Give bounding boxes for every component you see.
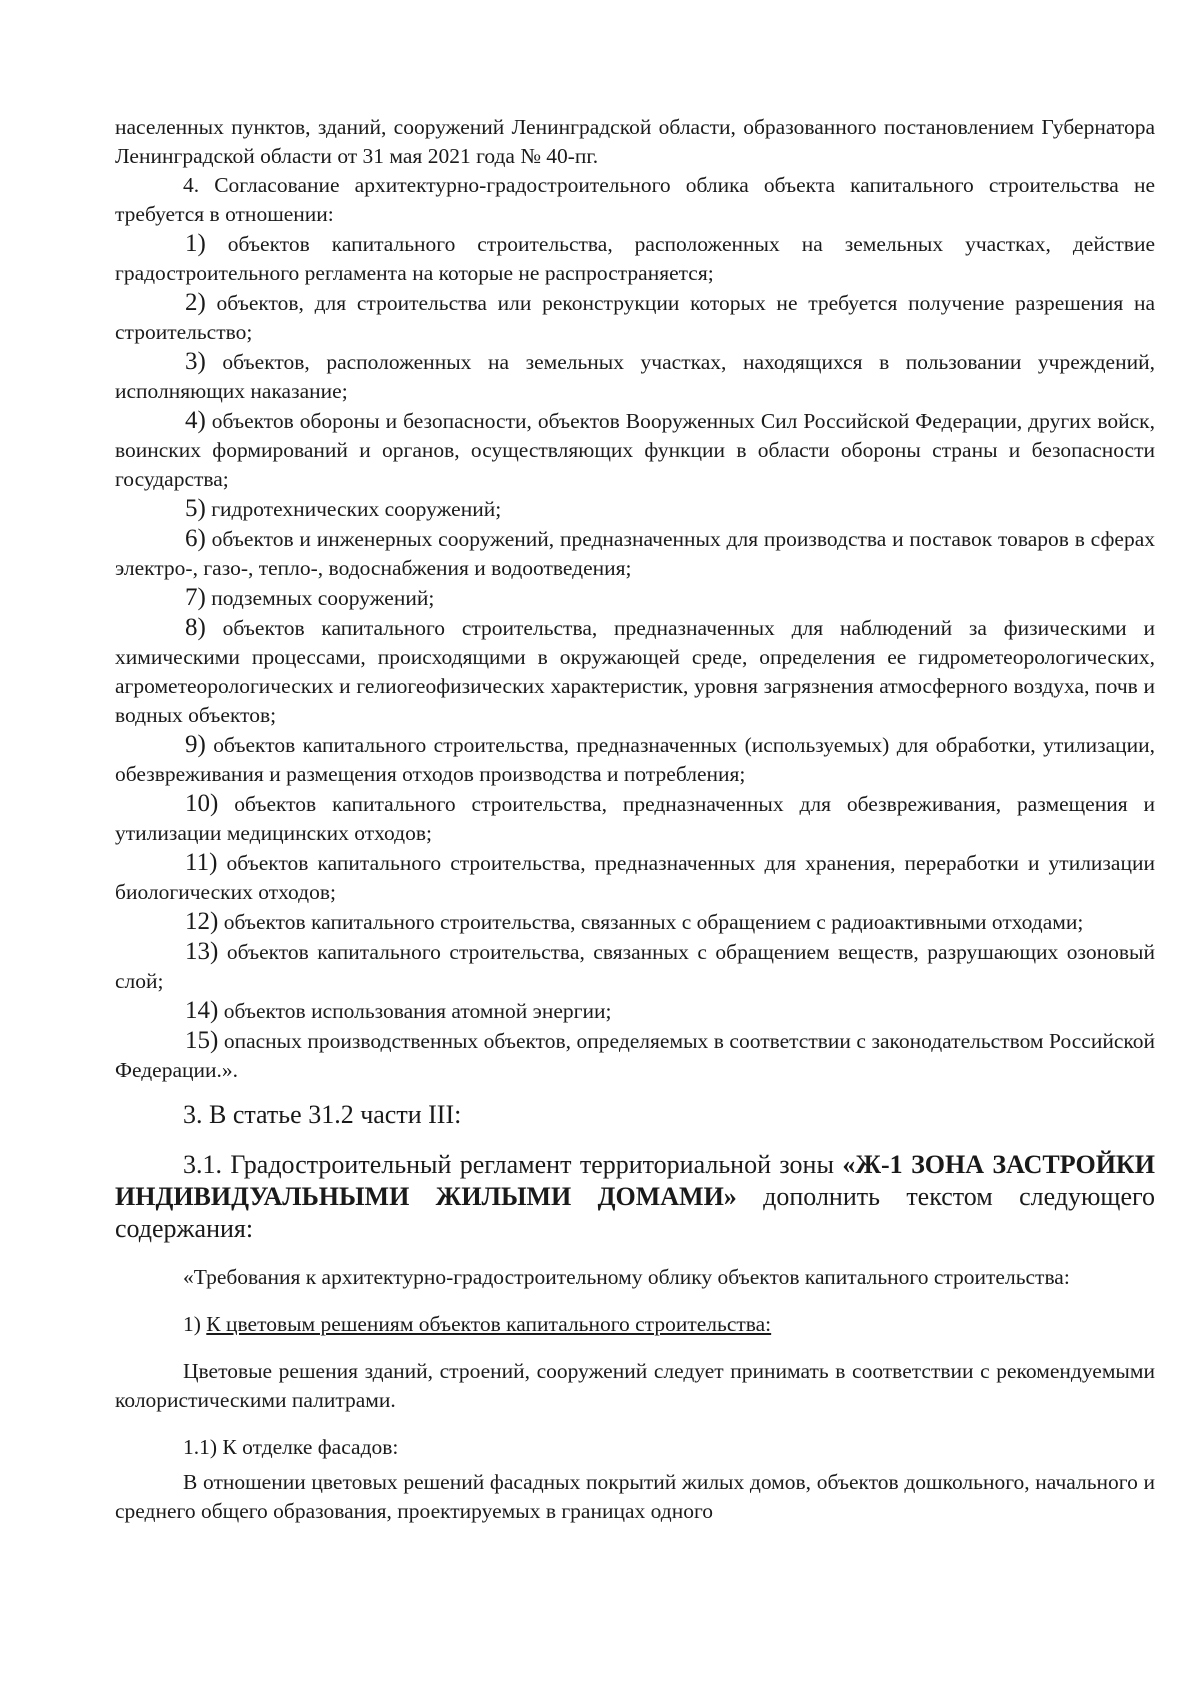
list-item-number: 6) xyxy=(185,525,206,552)
section-3-1-paragraph xyxy=(115,1149,1155,1245)
subsection-1-number: 1) xyxy=(183,1312,207,1336)
list-item-number: 12) xyxy=(185,908,219,935)
zone-title: «Ж-1 ЗОНА ЗАСТРОЙКИ ИНДИВИДУАЛЬНЫМИ ЖИЛЫМИ ДОМАМИ» xyxy=(115,1150,1155,1211)
list-item-number: 1) xyxy=(185,230,206,257)
list-item-number: 13) xyxy=(185,938,219,965)
list-item-text: объектов капитального строительства, связанных с обращением с радиоактивными отходами; xyxy=(218,910,1084,934)
section-3-1-text-b: дополнить текстом следующего содержания: xyxy=(115,1182,1156,1243)
list-item-text: объектов капитального строительства, предназначенных для хранения, переработки и утилизации биологических отходов; xyxy=(115,851,1155,904)
list-item xyxy=(115,848,1155,907)
subsection-1-heading xyxy=(115,1310,1155,1339)
list-item xyxy=(115,907,1155,937)
subsection-1-title: К цветовым решениям объектов капитального строительства: xyxy=(206,1312,772,1336)
list-item xyxy=(115,524,1155,583)
list-item-text: гидротехнических сооружений; xyxy=(205,497,502,521)
list-item-number: 2) xyxy=(185,289,206,316)
list-item xyxy=(115,347,1155,406)
list-item xyxy=(115,229,1155,288)
list-item-text: объектов обороны и безопасности, объектов Вооруженных Сил Российской Федерации, других войск, воинских формирований и органов, осуществляющих функции в области обороны страны и безопасности государства; xyxy=(115,409,1155,491)
list-item-number: 4) xyxy=(185,407,206,434)
list-item-text: объектов капитального строительства, предназначенных для наблюдений за физическими и химическими процессами, происходящими в окружающей среде, определения ее гидрометеорологических, агрометеорологических и гелиогеофизических характеристик, уровня загрязнения атмосферного воздуха, почв и водных объектов; xyxy=(115,616,1155,727)
document-page xyxy=(115,113,1155,1526)
list-item-number: 14) xyxy=(185,997,219,1024)
section-3-heading: 3. В статье 31.2 части III: xyxy=(183,1100,462,1129)
subsection-1-1-heading: 1.1) К отделке фасадов: xyxy=(183,1435,399,1459)
list-item xyxy=(115,583,1155,613)
list-item xyxy=(115,494,1155,524)
paragraph-intro: населенных пунктов, зданий, сооружений Ленинградской области, образованного постановлением Губернатора Ленинградской области от 31 мая 2021 года № 40-пг. xyxy=(115,115,1155,168)
list-item-text: объектов капитального строительства, предназначенных для обезвреживания, размещения и утилизации медицинских отходов; xyxy=(115,792,1155,845)
list-item xyxy=(115,789,1155,848)
list-item-number: 15) xyxy=(185,1027,219,1054)
list-item-text: подземных сооружений; xyxy=(205,586,435,610)
list-item-number: 8) xyxy=(185,614,206,641)
list-item-text: объектов использования атомной энергии; xyxy=(218,999,612,1023)
requirements-intro: «Требования к архитектурно-градостроительному облику объектов капитального строительства: xyxy=(183,1265,1070,1289)
list-item-number: 7) xyxy=(185,584,206,611)
list-item-number: 9) xyxy=(185,731,206,758)
list-item xyxy=(115,613,1155,730)
list-item-number: 10) xyxy=(185,790,219,817)
color-solutions-paragraph: Цветовые решения зданий, строений, сооружений следует принимать в соответствии с рекомендуемыми колористическими палитрами. xyxy=(115,1359,1155,1412)
list-item-text: объектов, расположенных на земельных участках, находящихся в пользовании учреждений, исполняющих наказание; xyxy=(115,350,1155,403)
list-item-number: 5) xyxy=(185,495,206,522)
list-item-text: опасных производственных объектов, определяемых в соответствии с законодательством Российской Федерации.». xyxy=(115,1029,1155,1082)
list-item-text: объектов капитального строительства, связанных с обращением веществ, разрушающих озоновый слой; xyxy=(115,940,1155,993)
list-item xyxy=(115,406,1155,494)
list-item-text: объектов капитального строительства, расположенных на земельных участках, действие градостроительного регламента на которые не распространяется; xyxy=(115,232,1155,285)
list-item-number: 3) xyxy=(185,348,206,375)
facade-paragraph: В отношении цветовых решений фасадных покрытий жилых домов, объектов дошкольного, начального и среднего общего образования, проектируемых в границах одного xyxy=(115,1470,1155,1523)
list-item xyxy=(115,937,1155,996)
list-item xyxy=(115,730,1155,789)
section-3-1-text-a: 3.1. Градостроительный регламент территориальной зоны xyxy=(183,1150,843,1179)
list-item xyxy=(115,288,1155,347)
exemption-list xyxy=(115,229,1155,1085)
list-item xyxy=(115,1026,1155,1085)
list-item-text: объектов и инженерных сооружений, предназначенных для производства и поставок товаров в сферах электро-, газо-, тепло-, водоснабжения и водоотведения; xyxy=(115,527,1155,580)
list-item-text: объектов капитального строительства, предназначенных (используемых) для обработки, утилизации, обезвреживания и размещения отходов производства и потребления; xyxy=(115,733,1155,786)
paragraph-clause-4: 4. Согласование архитектурно-градостроительного облика объекта капитального строительства не требуется в отношении: xyxy=(115,173,1155,226)
list-item-number: 11) xyxy=(185,849,218,876)
list-item-text: объектов, для строительства или реконструкции которых не требуется получение разрешения на строительство; xyxy=(115,291,1155,344)
list-item xyxy=(115,996,1155,1026)
